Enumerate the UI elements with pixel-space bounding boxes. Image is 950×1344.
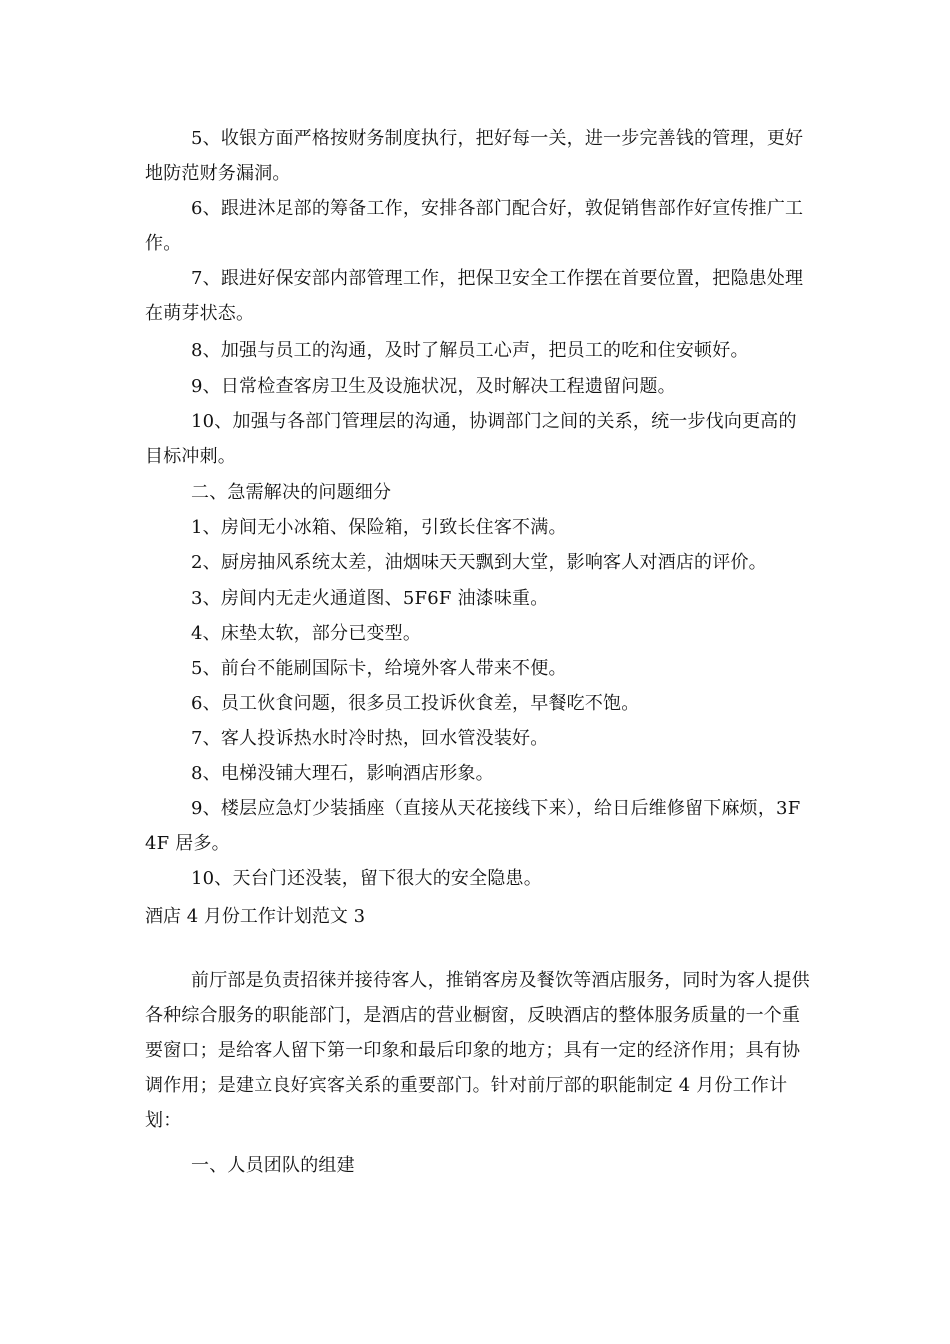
section-heading: 二、急需解决的问题细分: [191, 482, 392, 503]
list-item: 10、加强与各部门管理层的沟通，协调部门之间的关系，统一步伐向更高的目标冲刺。: [145, 411, 797, 467]
list-item: 6、跟进沐足部的筹备工作，安排各部门配合好，敦促销售部作好宣传推广工作。: [145, 198, 804, 254]
list-item: 5、前台不能刷国际卡，给境外客人带来不便。: [191, 658, 567, 679]
list-item: 4、床垫太软，部分已变型。: [191, 623, 422, 644]
list-item: 8、加强与员工的沟通，及时了解员工心声，把员工的吃和住安顿好。: [191, 340, 749, 361]
list-item: 2、厨房抽风系统太差，油烟味天天飘到大堂，影响客人对酒店的评价。: [191, 552, 767, 573]
list-item: 3、房间内无走火通道图、5F6F 油漆味重。: [191, 588, 549, 609]
list-item: 6、员工伙食问题，很多员工投诉伙食差，早餐吃不饱。: [191, 693, 640, 714]
section-heading: 一、人员团队的组建: [191, 1155, 355, 1176]
article-title: 酒店 4 月份工作计划范文 3: [145, 906, 366, 927]
list-item: 1、房间无小冰箱、保险箱，引致长住客不满。: [191, 517, 567, 538]
list-item: 8、电梯没铺大理石，影响酒店形象。: [191, 763, 494, 784]
intro-paragraph: 前厅部是负责招徕并接待客人，推销客房及餐饮等酒店服务，同时为客人提供各种综合服务的职能部门，是酒店的营业橱窗，反映酒店的整体服务质量的一个重要窗口；是给客人留下第一印象和最后印象的地方；具有一定的经济作用；具有协调作用；是建立良好宾客关系的重要部门。针对前厅部的职能制定 4 月份工作计划：: [145, 970, 810, 1131]
list-item: 7、客人投诉热水时冷时热，回水管没装好。: [191, 728, 549, 749]
list-item: 5、收银方面严格按财务制度执行，把好每一关，进一步完善钱的管理，更好地防范财务漏洞。: [145, 128, 804, 184]
list-item: 10、天台门还没装，留下很大的安全隐患。: [191, 868, 542, 889]
list-item: 7、跟进好保安部内部管理工作，把保卫安全工作摆在首要位置，把隐患处理在萌芽状态。: [145, 268, 804, 324]
list-item: 9、日常检查客房卫生及设施状况，及时解决工程遗留问题。: [191, 376, 676, 397]
list-item: 9、楼层应急灯少装插座（直接从天花接线下来），给日后维修留下麻烦，3F4F 居多。: [145, 798, 801, 854]
